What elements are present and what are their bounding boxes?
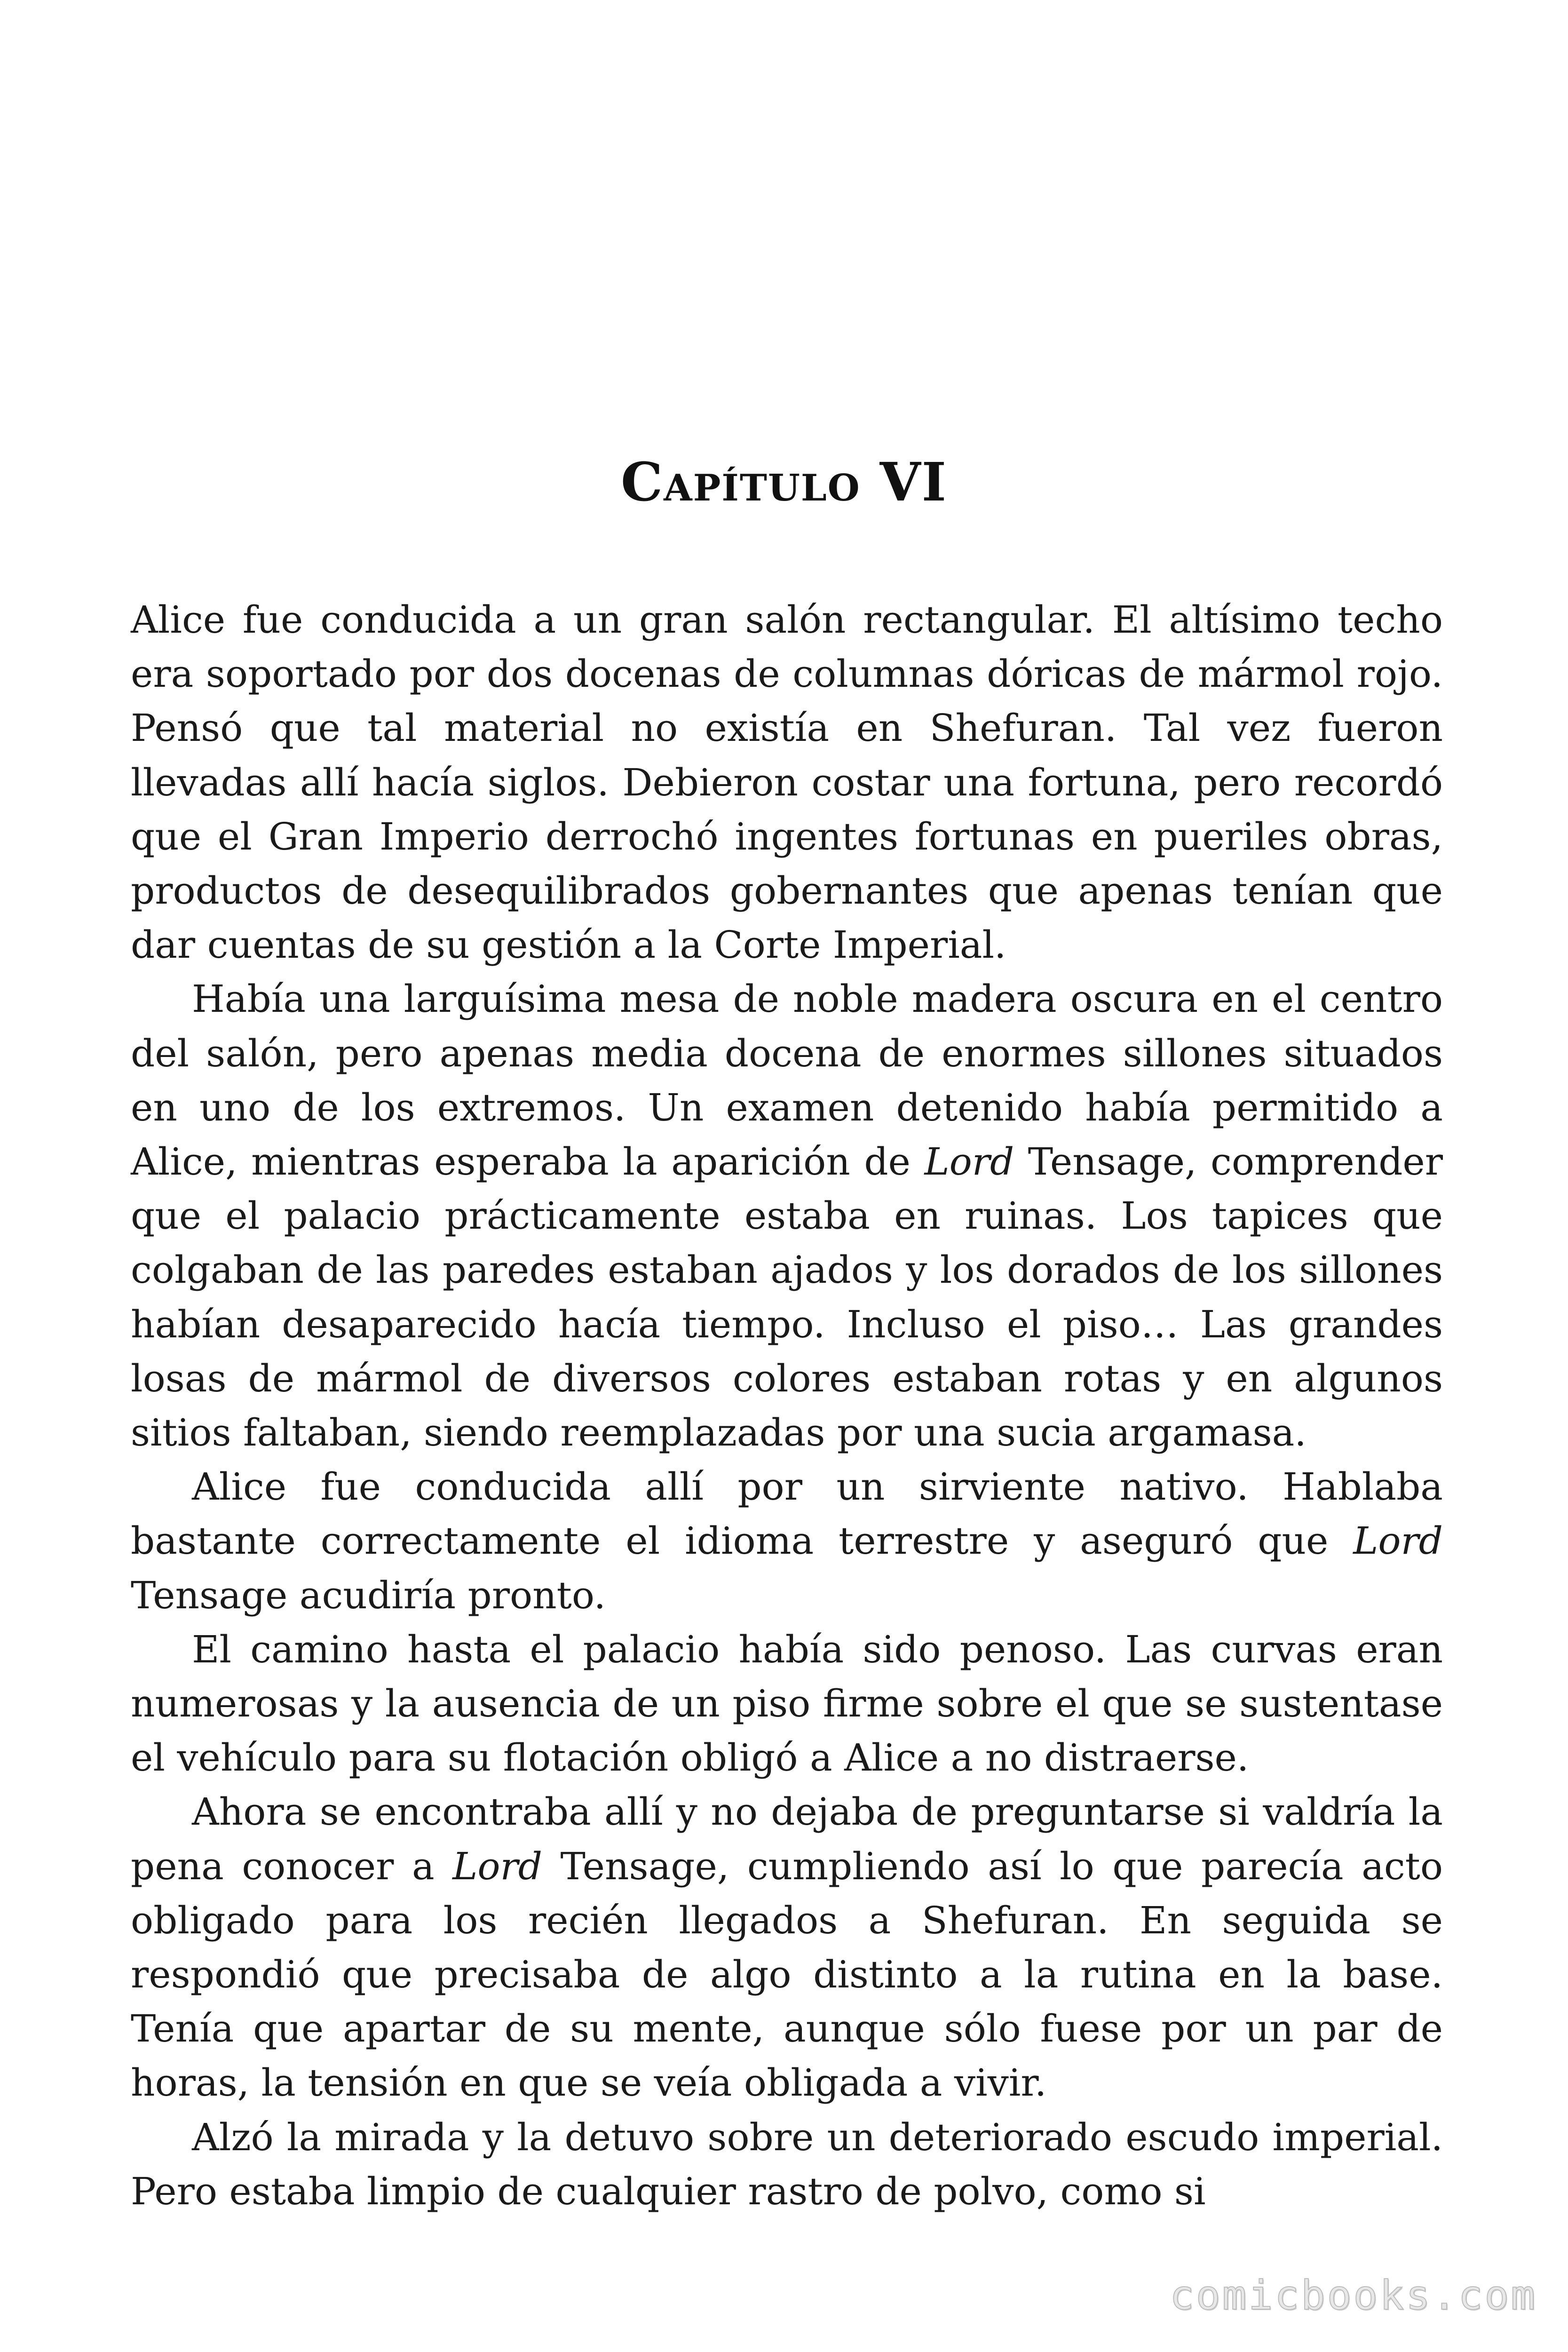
paragraph-text: Alzó la mirada y la detuvo sobre un deteriorado escudo imperial. Pero estaba limpio de cualquier rastro de polvo, como si: [131, 2115, 1443, 2213]
watermark-text: comicbooks.com: [1170, 2272, 1537, 2319]
paragraph-text: Alice fue conducida a un gran salón rectangular. El altísimo techo era soportado por dos docenas de columnas dóricas de mármol rojo. Pensó que tal material no existía en Shefuran. Tal vez fueron llevadas allí hacía siglos. Debieron costar una fortuna, pero recordó que el Gran Imperio derrochó ingentes fortunas en pueriles obras, productos de desequilibrados gobernantes que apenas tenían que dar cuentas de su gestión a la Corte Imperial.: [131, 598, 1443, 967]
paragraph-4: [131, 1622, 1443, 1785]
italic-word: Lord: [1353, 1519, 1443, 1563]
italic-word: Lord: [924, 1140, 1014, 1184]
paragraph-1: [131, 593, 1443, 972]
paragraph-text: Tensage acudiría pronto.: [131, 1573, 606, 1617]
paragraph-text: Alice fue conducida allí por un sirviente nativo. Hablaba bastante correctamente el idioma terrestre y aseguró que: [131, 1465, 1443, 1563]
paragraph-3: [131, 1460, 1443, 1622]
chapter-title: Capítulo VI: [621, 452, 947, 513]
paragraph-text: Tensage, comprender que el palacio prácticamente estaba en ruinas. Los tapices que colgaban de las paredes estaban ajados y los dorados de los sillones habían desaparecido hacía tiempo. Incluso el piso… Las grandes losas de mármol de diversos colores estaban rotas y en algunos sitios faltaban, siendo reemplazadas por una sucia argamasa.: [131, 1140, 1443, 1455]
paragraph-text: Había una larguísima mesa de noble madera oscura en el centro del salón, pero apenas media docena de enormes sillones situados en uno de los extremos. Un examen detenido había permitido a Alice, mientras esperaba la aparición de: [131, 977, 1443, 1184]
paragraph-2: [131, 972, 1443, 1460]
paragraph-6: [131, 2110, 1443, 2218]
paragraph-text: El camino hasta el palacio había sido penoso. Las curvas eran numerosas y la ausencia de un piso firme sobre el que se sustentase el vehículo para su flotación obligó a Alice a no distraerse.: [131, 1627, 1443, 1780]
chapter-body: [131, 593, 1443, 2218]
paragraph-text: Ahora se encontraba allí y no dejaba de preguntarse si valdría la pena conocer a: [131, 1790, 1443, 1888]
italic-word: Lord: [452, 1844, 542, 1888]
paragraph-text: Tensage, cumpliendo así lo que parecía acto obligado para los recién llegados a Shefuran. En seguida se respondió que precisaba de algo distinto a la rutina en la base. Tenía que apartar de su mente, aunque sólo fuese por un par de horas, la tensión en que se veía obligada a vivir.: [131, 1844, 1443, 2105]
paragraph-5: [131, 1785, 1443, 2110]
